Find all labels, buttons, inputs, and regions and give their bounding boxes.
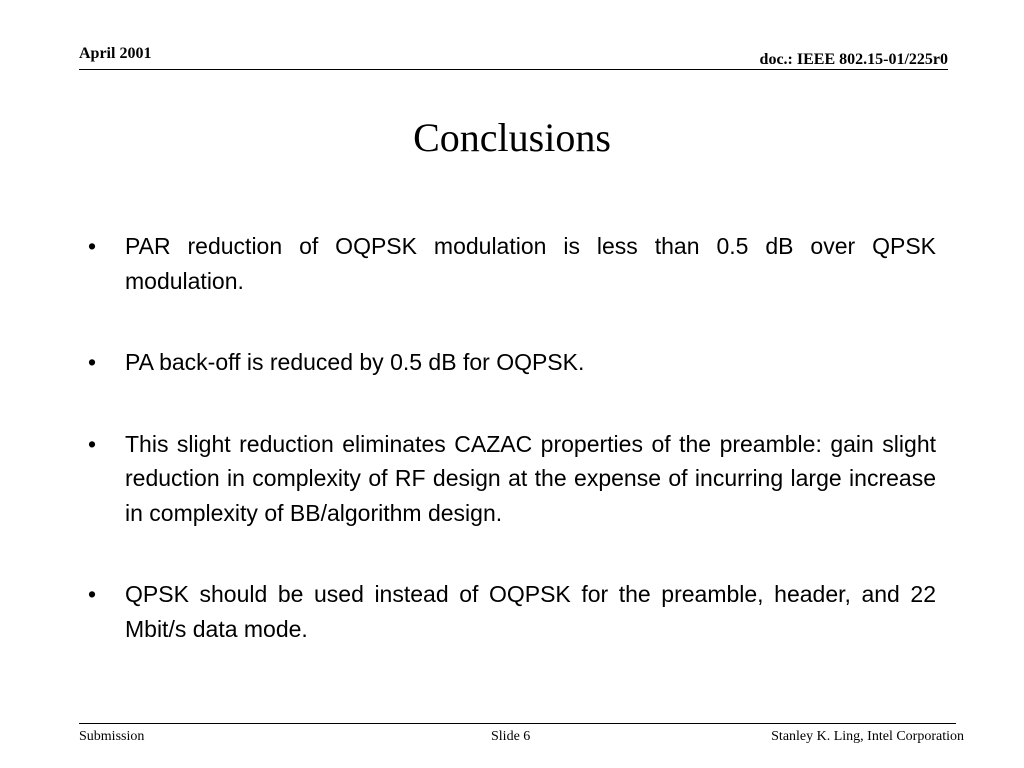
bullet-text: QPSK should be used instead of OQPSK for the preamble, header, and 22 Mbit/s data mode. xyxy=(125,581,936,642)
header-divider xyxy=(79,69,948,70)
bullet-item xyxy=(88,427,936,531)
bullet-text: PAR reduction of OQPSK modulation is less than 0.5 dB over QPSK modulation. xyxy=(125,233,936,294)
bullet-dot-icon: • xyxy=(88,430,97,457)
bullet-dot-icon: • xyxy=(88,581,97,607)
header-doc-id: doc.: IEEE 802.15-01/225r0 xyxy=(759,51,948,68)
footer-submission: Submission xyxy=(79,729,145,744)
footer-author: Stanley K. Ling, Intel Corporation xyxy=(771,729,964,744)
bullet-item xyxy=(88,577,936,646)
bullet-item xyxy=(88,345,936,380)
bullet-text: PA back-off is reduced by 0.5 dB for OQPSK. xyxy=(125,349,585,375)
bullet-dot-icon: • xyxy=(88,349,97,375)
bullet-text: This slight reduction eliminates CAZAC properties of the preamble: gain slight reduction in complexity of RF design at the expense of incurring large increase in complexity of BB/algorithm design. xyxy=(125,430,936,526)
bullet-dot-icon: • xyxy=(88,233,97,259)
slide-title: Conclusions xyxy=(413,115,611,160)
bullet-list xyxy=(88,229,936,646)
footer-slide-number: Slide 6 xyxy=(491,729,531,744)
header-date: April 2001 xyxy=(79,45,152,62)
bullet-item xyxy=(88,229,936,298)
footer-divider xyxy=(79,723,956,724)
